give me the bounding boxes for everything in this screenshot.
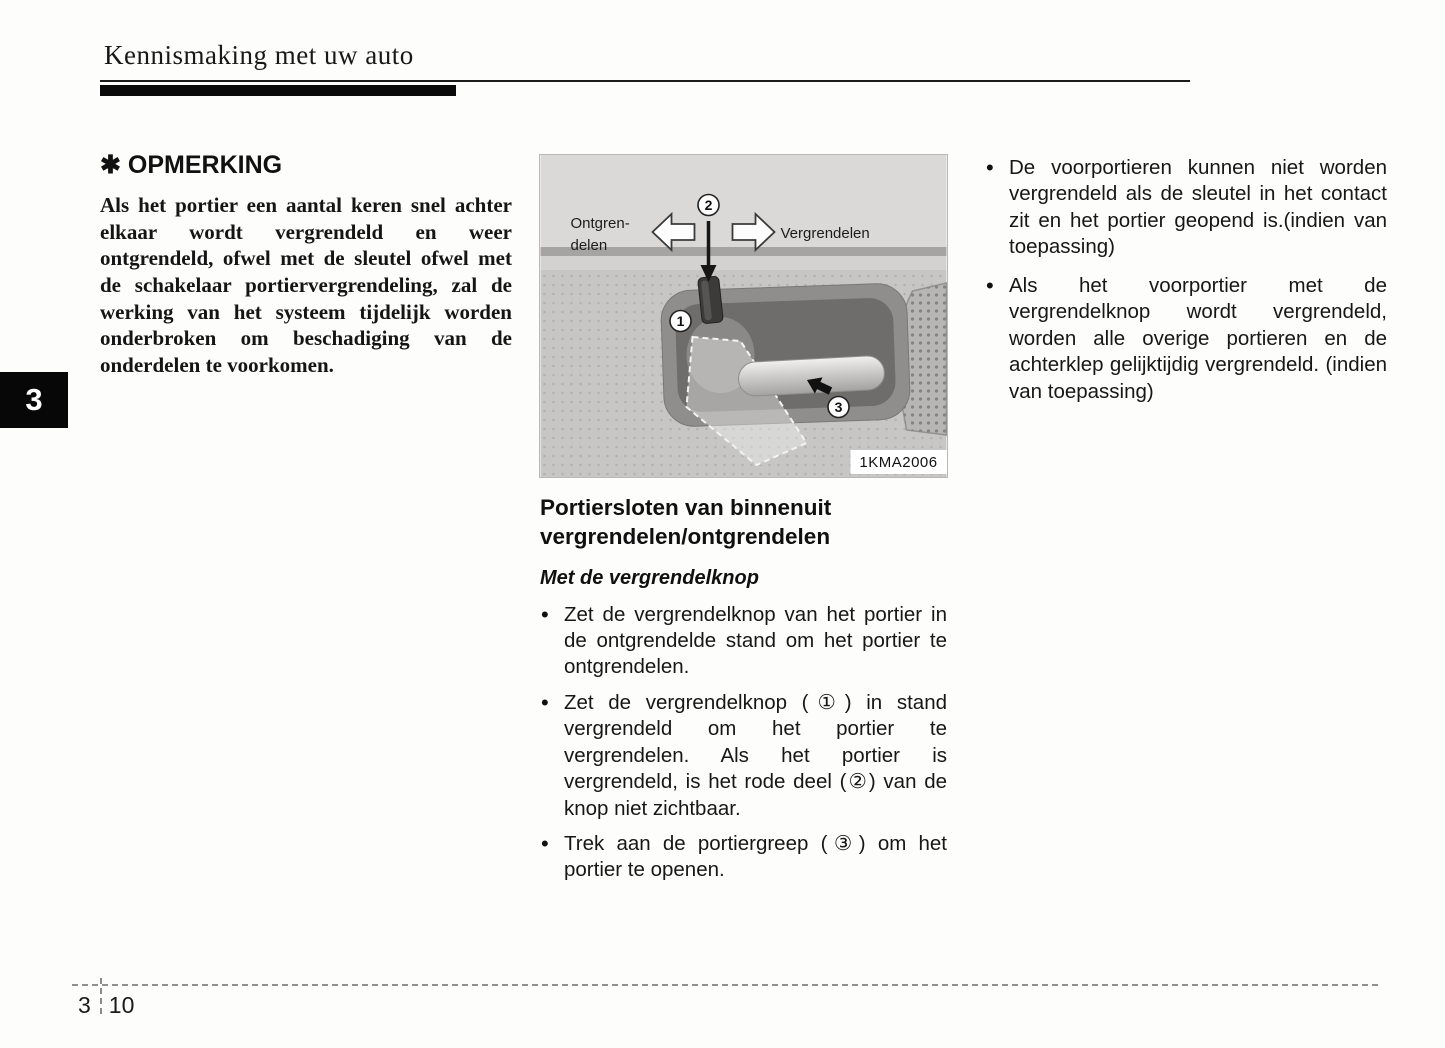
footer-dashed-rule [72, 984, 1378, 986]
page-number-chapter: 3 [78, 992, 91, 1018]
figure-marker-2 [698, 195, 719, 216]
svg-text:2: 2 [704, 197, 713, 213]
svg-text:1: 1 [676, 313, 685, 329]
figure-label-unlock-2: delen [570, 237, 608, 254]
right-notes-list [985, 155, 1387, 405]
note-section [100, 150, 512, 379]
instruction-list [540, 602, 947, 884]
door-lock-figure [540, 155, 947, 477]
svg-text:3: 3 [834, 399, 843, 415]
chapter-tab: 3 [0, 372, 68, 428]
header-rule-thin [100, 80, 1190, 82]
page-header: Kennismaking met uw auto [104, 40, 414, 70]
note-title: ✱ OPMERKING [100, 151, 283, 179]
header-rule-thick [100, 85, 456, 96]
door-panel-illustration [540, 155, 947, 477]
svg-text:1KMA2006: 1KMA2006 [859, 454, 938, 471]
door-lock-section [540, 155, 947, 893]
figure-marker-1 [670, 311, 691, 332]
instruction-item: • Trek aan de portiergreep (③) om het portier te openen. [540, 831, 947, 884]
note-body: Als het portier een aantal keren snel achter elkaar wordt vergrendeld en weer ontgrendeld, ofwel met de sleutel ofwel met de schakelaar portiervergrendeling, zal de werking van het systeem tijdelijk worden onderbroken om beschadiging van de onderdelen te voorkomen. [100, 193, 512, 377]
figure-label-lock: Vergrendelen [780, 225, 870, 242]
page-number-page: 10 [108, 992, 135, 1018]
section-heading: Portiersloten van binnenuit vergrendelen/ontgrendelen [540, 495, 832, 550]
note-item: • De voorportieren kunnen niet worden vergrendeld als de sleutel in het contact zit en het portier geopend is.(indien van toepassing) [985, 155, 1387, 261]
section-subheading: Met de vergrendelknop [540, 566, 759, 589]
figure-label-unlock: Ontgren- [570, 215, 630, 232]
note-item: • Als het voorportier met de vergrendelknop wordt vergrendeld, worden alle overige portieren en de achterklep gelijktijdig vergrendeld. (indien van toepassing) [985, 273, 1387, 405]
instruction-item: • Zet de vergrendelknop van het portier in de ontgrendelde stand om het portier te ontgrendelen. [540, 602, 947, 681]
instruction-item: • Zet de vergrendelknop (①) in stand vergrendeld om het portier te vergrendelen. Als het portier is vergrendeld, is het rode deel (②) van de knop niet zichtbaar. [540, 690, 947, 822]
door-pull-handle [738, 355, 886, 397]
page-number [78, 992, 134, 1019]
figure-marker-3 [828, 397, 849, 418]
right-notes-section [985, 155, 1387, 417]
image-code-label [851, 450, 947, 474]
door-lock-knob [698, 276, 724, 324]
